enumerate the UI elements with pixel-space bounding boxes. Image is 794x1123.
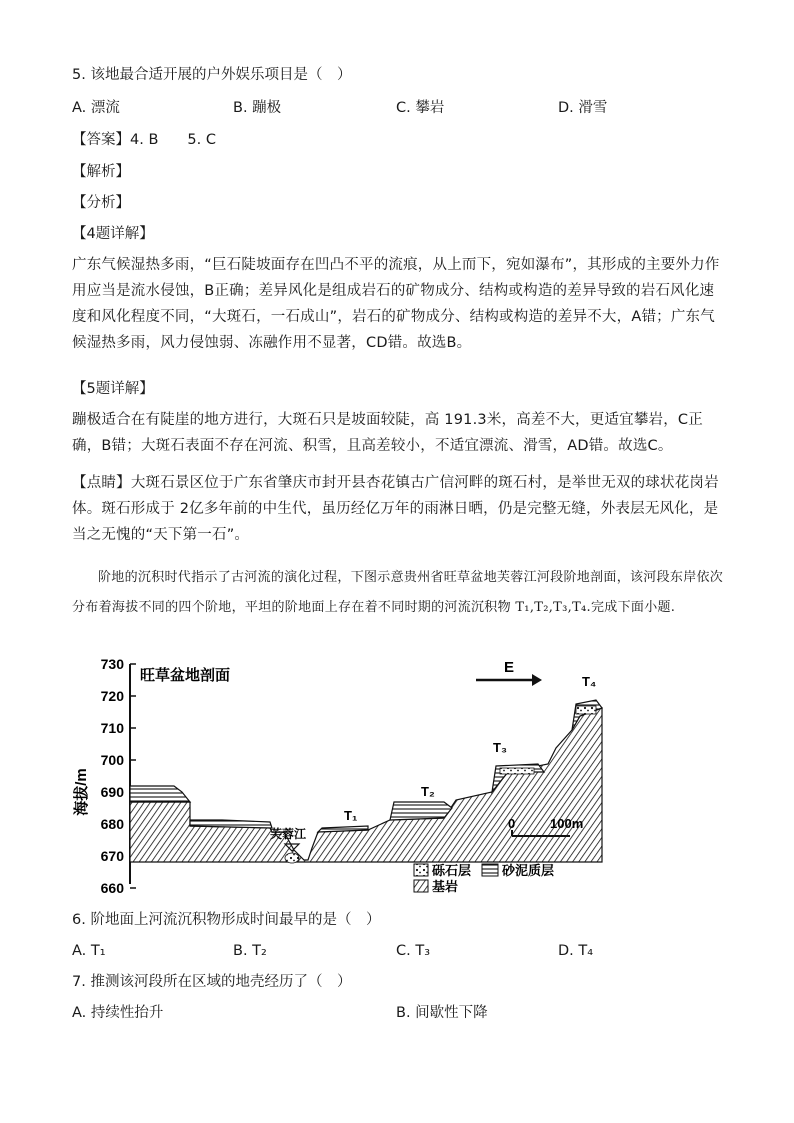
legend-gravel-swatch <box>414 864 428 876</box>
legend-bedrock-label: 基岩 <box>432 879 459 894</box>
y-tick-label: 690 <box>100 784 124 800</box>
scale-end-label: 100m <box>550 816 584 831</box>
analysis-tag: 【解析】 <box>72 164 130 180</box>
dianjing-tag: 【点睛】 <box>72 475 131 491</box>
intro-text: 阶地的沉积时代指示了古河流的演化过程，下图示意贵州省旺草盆地芙蓉江河段阶地剖面，该河段东岸依次分布着海拔不同的四个阶地，平坦的阶地面上存在着不同时期的河流沉积物 T₁,T₂,T₃,T₄.完成下面小题. <box>72 570 724 615</box>
sand-layer-left-low <box>190 820 272 828</box>
detail-4-tag: 【4题详解】 <box>72 226 154 242</box>
answer-tag: 【答案】 <box>72 132 130 148</box>
q7-option-a[interactable]: A. 持续性抬升 <box>72 1005 164 1021</box>
q5-option-d[interactable]: D. 滑雪 <box>558 100 608 116</box>
fenxi-tag: 【分析】 <box>72 195 130 211</box>
gravel-patch-t3 <box>500 768 534 774</box>
answer-line <box>72 130 216 150</box>
y-tick-label: 730 <box>100 656 124 672</box>
legend-sand-swatch <box>482 864 498 876</box>
scale-start-label: 0 <box>508 816 516 831</box>
q6-option-c[interactable]: C. T₃ <box>396 943 431 959</box>
y-tick-label: 660 <box>100 880 124 896</box>
dianjing-text: 大斑石景区位于广东省肇庆市封开县杏花镇古广信河畔的斑石村，是举世无双的球状花岗岩体。斑石形成于 2亿多年前的中生代，虽历经亿万年的雨淋日晒，仍是完整无缝，外表层无风化，是当之无愧的“天下第一石”。 <box>72 475 719 543</box>
terrace-t1-label: T₁ <box>344 808 358 823</box>
q5-option-b[interactable]: B. 蹦极 <box>233 100 282 116</box>
gravel-patch-river <box>285 853 299 863</box>
y-tick-label: 710 <box>100 720 124 736</box>
gravel-patch-t4 <box>576 706 596 714</box>
terrace-t3-label: T₃ <box>493 740 507 755</box>
figure-title: 旺草盆地剖面 <box>140 667 231 684</box>
detail-4-text: 广东气候湿热多雨，“巨石陡坡面存在凹凸不平的流痕，从上而下，宛如瀑布”，其形成的主要外力作用应当是流水侵蚀，B正确；差异风化是组成岩石的矿物成分、结构或构造的差异导致的岩石风化速度和风化程度不同，“大斑石，一石成山”，岩石的矿物成分、结构或构造的差异不大，A错；广东气候湿热多雨，风力侵蚀弱、冻融作用不显著，CD错。故选B。 <box>72 257 720 351</box>
q7-option-b[interactable]: B. 间歇性下降 <box>396 1005 488 1021</box>
y-tick-label: 680 <box>100 816 124 832</box>
direction-arrow-head <box>532 674 542 686</box>
y-tick-label: 700 <box>100 752 124 768</box>
direction-label: E <box>504 659 515 676</box>
y-tick-label: 720 <box>100 688 124 704</box>
q5-option-a[interactable]: A. 漂流 <box>72 100 120 116</box>
question-5-stem: 5. 该地最合适开展的户外娱乐项目是（ ） <box>72 67 352 83</box>
legend-gravel-label: 砾石层 <box>432 863 472 878</box>
q6-option-b[interactable]: B. T₂ <box>233 943 267 959</box>
y-axis-label: 海拔/m <box>73 768 90 816</box>
q5-option-c[interactable]: C. 攀岩 <box>396 100 445 116</box>
sand-layer-t2 <box>390 802 452 820</box>
terrace-t4-label: T₄ <box>582 674 597 689</box>
legend-bedrock-swatch <box>414 880 428 892</box>
q6-option-d[interactable]: D. T₄ <box>558 943 594 959</box>
y-tick-label: 670 <box>100 848 124 864</box>
bedrock-shape <box>130 708 602 862</box>
q6-option-a[interactable]: A. T₁ <box>72 943 106 959</box>
river-label: 芙蓉江 <box>270 827 307 841</box>
sand-layer-left-high <box>130 786 190 802</box>
question-6-stem: 6. 阶地面上河流沉积物形成时间最早的是（ ） <box>72 912 381 928</box>
answer-text: 4. B 5. C <box>130 132 216 148</box>
detail-5-text: 蹦极适合在有陡崖的地方进行，大斑石只是坡面较陡，高 191.3米，高差不大，更适宜攀岩，C正确，B错；大斑石表面不存在河流、积雪，且高差较小，不适宜漂流、滑雪，AD错。故选C。 <box>72 412 703 454</box>
detail-5-tag: 【5题详解】 <box>72 381 154 397</box>
question-7-stem: 7. 推测该河段所在区域的地壳经历了（ ） <box>72 974 352 990</box>
dianjing-block <box>72 470 724 548</box>
legend-sand-label: 砂泥质层 <box>502 863 555 878</box>
terrace-t2-label: T₂ <box>421 784 435 799</box>
terrace-profile-figure <box>72 652 612 897</box>
